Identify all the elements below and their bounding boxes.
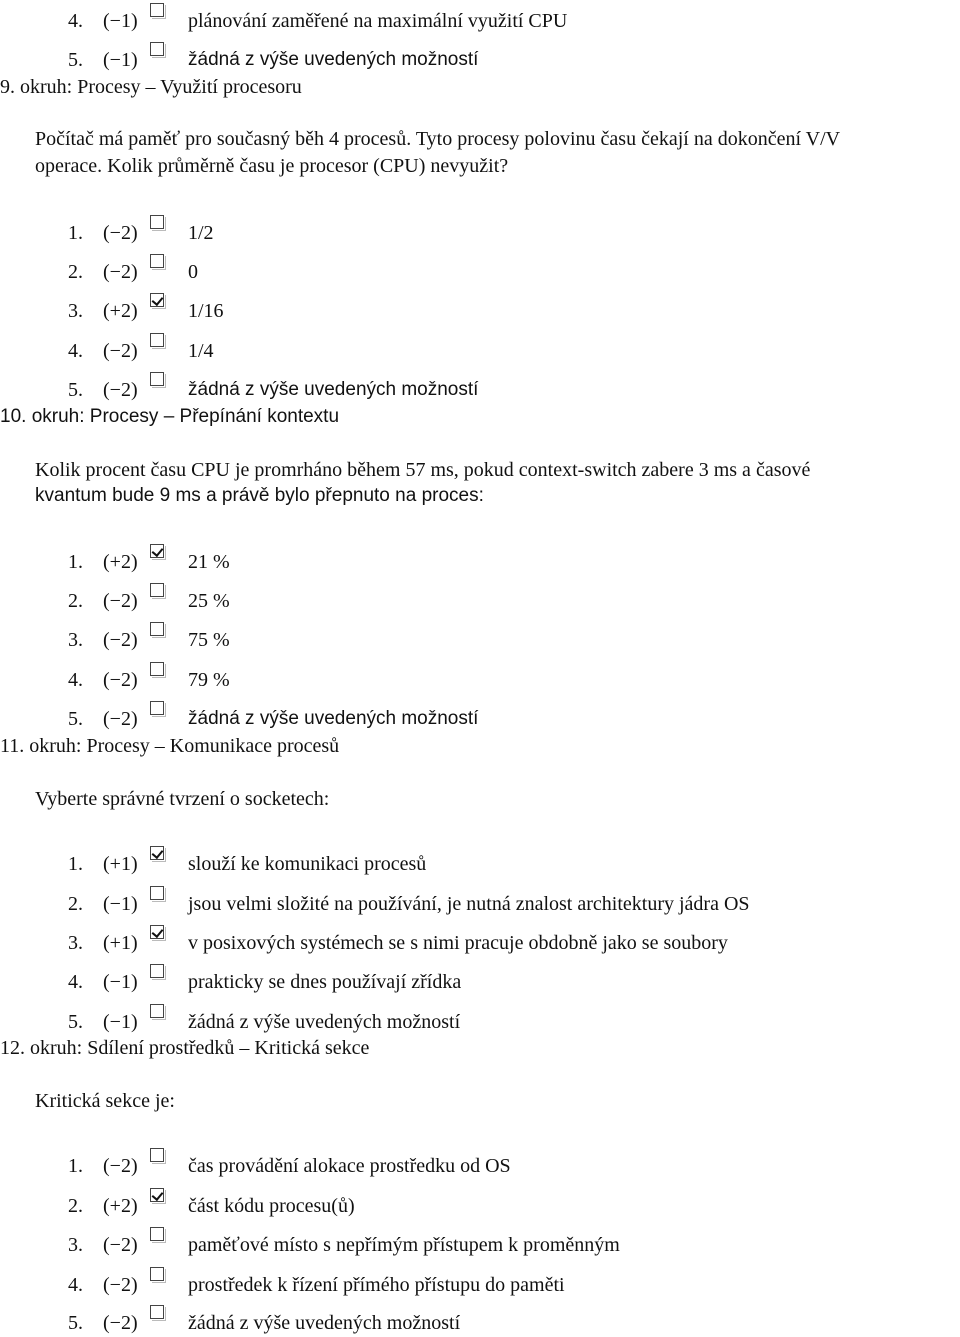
answer-number: 2. [68, 1195, 83, 1217]
question-text: operace. Kolik průměrně času je procesor (CPU) nevyužit? [35, 155, 509, 177]
answer-number: 3. [68, 300, 83, 322]
question-text: Vyberte správné tvrzení o socketech: [35, 788, 330, 810]
answer-text: jsou velmi složité na používání, je nutná znalost architektury jádra OS [188, 893, 750, 915]
answer-text: slouží ke komunikaci procesů [188, 853, 427, 875]
question-text: Kritická sekce je: [35, 1090, 175, 1112]
answer-text: 21 % [188, 551, 230, 573]
answer-number: 5. [68, 379, 83, 401]
answer-number: 5. [68, 1312, 83, 1334]
answer-score: (−2) [103, 1234, 138, 1256]
answer-text: žádná z výše uvedených možností [188, 1312, 461, 1334]
answer-checkbox-checked[interactable] [150, 293, 164, 307]
answer-checkbox[interactable] [150, 1004, 164, 1018]
answer-text: prostředek k řízení přímého přístupu do paměti [188, 1274, 565, 1296]
answer-text: plánování zaměřené na maximální využití CPU [188, 10, 568, 32]
answer-checkbox-checked[interactable] [150, 544, 164, 558]
answer-score: (−1) [103, 1011, 138, 1033]
answer-number: 4. [68, 1274, 83, 1296]
answer-checkbox[interactable] [150, 254, 164, 268]
answer-text: čas provádění alokace prostředku od OS [188, 1155, 511, 1177]
answer-score: (−2) [103, 379, 138, 401]
answer-number: 4. [68, 669, 83, 691]
answer-score: (−1) [103, 49, 138, 71]
answer-checkbox-checked[interactable] [150, 925, 164, 939]
answer-text: 25 % [188, 590, 230, 612]
answer-checkbox-checked[interactable] [150, 1188, 164, 1202]
answer-checkbox[interactable] [150, 1305, 164, 1319]
answer-number: 1. [68, 1155, 83, 1177]
answer-text: 79 % [188, 669, 230, 691]
answer-text: žádná z výše uvedených možností [188, 379, 479, 400]
answer-checkbox[interactable] [150, 964, 164, 978]
answer-score: (+1) [103, 932, 138, 954]
answer-checkbox[interactable] [150, 3, 164, 17]
answer-score: (−2) [103, 1312, 138, 1334]
answer-checkbox-checked[interactable] [150, 846, 164, 860]
answer-number: 1. [68, 222, 83, 244]
answer-score: (−1) [103, 893, 138, 915]
answer-text: prakticky se dnes používají zřídka [188, 971, 462, 993]
answer-number: 4. [68, 10, 83, 32]
answer-score: (−1) [103, 971, 138, 993]
answer-score: (−2) [103, 590, 138, 612]
answer-score: (+1) [103, 853, 138, 875]
answer-text: žádná z výše uvedených možností [188, 708, 479, 729]
answer-score: (+2) [103, 551, 138, 573]
answer-number: 3. [68, 629, 83, 651]
answer-checkbox[interactable] [150, 622, 164, 636]
answer-score: (+2) [103, 300, 138, 322]
answer-score: (−2) [103, 629, 138, 651]
answer-text: v posixových systémech se s nimi pracuje obdobně jako se soubory [188, 932, 728, 954]
answer-score: (−2) [103, 340, 138, 362]
answer-text: žádná z výše uvedených možností [188, 1011, 461, 1033]
answer-score: (+2) [103, 1195, 138, 1217]
answer-score: (−1) [103, 10, 138, 32]
answer-number: 4. [68, 971, 83, 993]
answer-checkbox[interactable] [150, 1267, 164, 1281]
answer-score: (−2) [103, 222, 138, 244]
answer-checkbox[interactable] [150, 583, 164, 597]
answer-checkbox[interactable] [150, 372, 164, 386]
answer-checkbox[interactable] [150, 662, 164, 676]
answer-checkbox[interactable] [150, 333, 164, 347]
answer-checkbox[interactable] [150, 42, 164, 56]
answer-number: 3. [68, 932, 83, 954]
answer-text: 0 [188, 261, 198, 283]
answer-number: 4. [68, 340, 83, 362]
answer-text: 1/2 [188, 222, 214, 244]
answer-text: 75 % [188, 629, 230, 651]
answer-number: 2. [68, 590, 83, 612]
answer-checkbox[interactable] [150, 886, 164, 900]
question-heading: 11. okruh: Procesy – Komunikace procesů [0, 735, 340, 757]
answer-text: 1/16 [188, 300, 224, 322]
answer-score: (−2) [103, 261, 138, 283]
question-text: Počítač má paměť pro současný běh 4 procesů. Tyto procesy polovinu času čekají na dokončení V/V [35, 128, 841, 150]
answer-number: 5. [68, 49, 83, 71]
answer-score: (−2) [103, 708, 138, 730]
question-heading: 10. okruh: Procesy – Přepínání kontextu [0, 406, 340, 427]
answer-number: 1. [68, 853, 83, 875]
answer-text: paměťové místo s nepřímým přístupem k proměnným [188, 1234, 620, 1256]
question-text: kvantum bude 9 ms a právě bylo přepnuto na proces: [35, 485, 484, 506]
answer-score: (−2) [103, 669, 138, 691]
answer-text: 1/4 [188, 340, 214, 362]
answer-score: (−2) [103, 1155, 138, 1177]
answer-number: 1. [68, 551, 83, 573]
answer-score: (−2) [103, 1274, 138, 1296]
answer-checkbox[interactable] [150, 1227, 164, 1241]
question-text: Kolik procent času CPU je promrháno během 57 ms, pokud context-switch zabere 3 ms a časové [35, 459, 811, 481]
answer-number: 5. [68, 1011, 83, 1033]
answer-checkbox[interactable] [150, 701, 164, 715]
answer-checkbox[interactable] [150, 1148, 164, 1162]
answer-number: 5. [68, 708, 83, 730]
answer-checkbox[interactable] [150, 215, 164, 229]
answer-number: 3. [68, 1234, 83, 1256]
answer-number: 2. [68, 893, 83, 915]
answer-text: část kódu procesu(ů) [188, 1195, 355, 1217]
answer-text: žádná z výše uvedených možností [188, 49, 479, 70]
question-heading: 9. okruh: Procesy – Využití procesoru [0, 76, 302, 98]
answer-number: 2. [68, 261, 83, 283]
question-heading: 12. okruh: Sdílení prostředků – Kritická sekce [0, 1037, 370, 1059]
